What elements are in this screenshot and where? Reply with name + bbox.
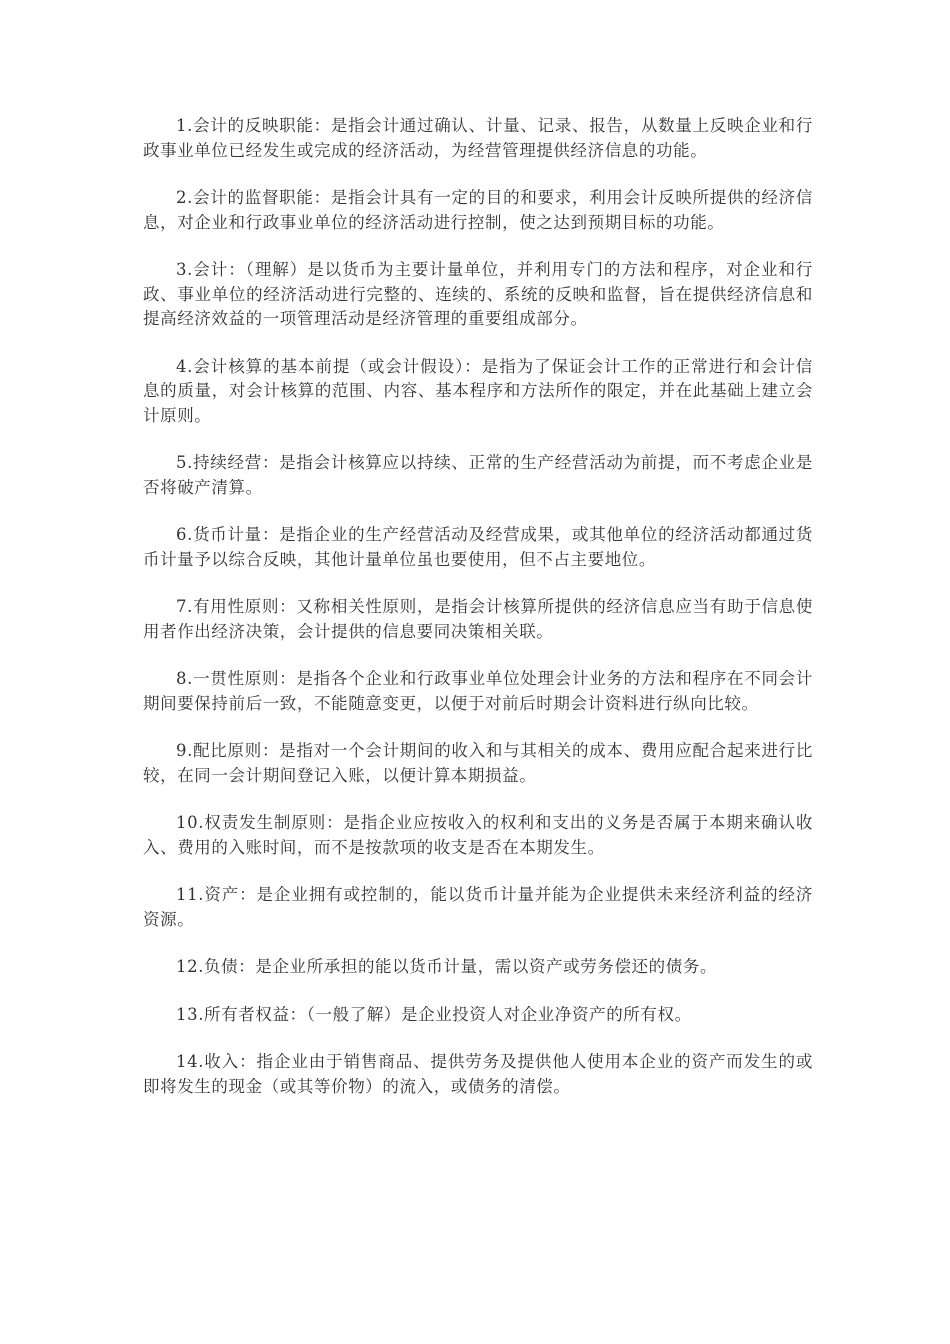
paragraph-11: 11.资产：是企业拥有或控制的，能以货币计量并能为企业提供未来经济利益的经济资源。: [143, 885, 813, 929]
paragraph-14: 14.收入：指企业由于销售商品、提供劳务及提供他人使用本企业的资产而发生的或即将发生的现金（或其等价物）的流入，或债务的清偿。: [143, 1052, 813, 1096]
paragraph-6: 6.货币计量：是指企业的生产经营活动及经营成果，或其他单位的经济活动都通过货币计量予以综合反映，其他计量单位虽也要使用，但不占主要地位。: [143, 525, 813, 569]
paragraph-9: 9.配比原则：是指对一个会计期间的收入和与其相关的成本、费用应配合起来进行比较，在同一会计期间登记入账，以便计算本期损益。: [143, 741, 813, 785]
paragraph-5: 5.持续经营：是指会计核算应以持续、正常的生产经营活动为前提，而不考虑企业是否将破产清算。: [143, 453, 813, 497]
paragraph-7: 7.有用性原则：又称相关性原则，是指会计核算所提供的经济信息应当有助于信息使用者作出经济决策，会计提供的信息要同决策相关联。: [143, 597, 813, 641]
paragraph-3: 3.会计：（理解）是以货币为主要计量单位，并利用专门的方法和程序，对企业和行政、事业单位的经济活动进行完整的、连续的、系统的反映和监督，旨在提供经济信息和提高经济效益的一项管理活动是经济管理的重要组成部分。: [143, 260, 813, 328]
paragraph-2: 2.会计的监督职能：是指会计具有一定的目的和要求，利用会计反映所提供的经济信息，对企业和行政事业单位的经济活动进行控制，使之达到预期目标的功能。: [143, 188, 813, 232]
paragraph-10: 10.权责发生制原则：是指企业应按收入的权利和支出的义务是否属于本期来确认收入、费用的入账时间，而不是按款项的收支是否在本期发生。: [143, 813, 813, 857]
paragraph-12: 12.负债：是企业所承担的能以货币计量，需以资产或劳务偿还的债务。: [176, 957, 718, 976]
paragraph-13: 13.所有者权益：（一般了解）是企业投资人对企业净资产的所有权。: [176, 1004, 692, 1024]
document-body: [143, 114, 813, 1122]
paragraph-1: 1.会计的反映职能：是指会计通过确认、计量、记录、报告，从数量上反映企业和行政事业单位已经发生或完成的经济活动，为经营管理提供经济信息的功能。: [143, 116, 813, 160]
paragraph-8: 8.一贯性原则：是指各个企业和行政事业单位处理会计业务的方法和程序在不同会计期间要保持前后一致，不能随意变更，以便于对前后时期会计资料进行纵向比较。: [143, 669, 813, 713]
paragraph-4: 4.会计核算的基本前提（或会计假设）：是指为了保证会计工作的正常进行和会计信息的质量，对会计核算的范围、内容、基本程序和方法所作的限定，并在此基础上建立会计原则。: [143, 356, 813, 425]
